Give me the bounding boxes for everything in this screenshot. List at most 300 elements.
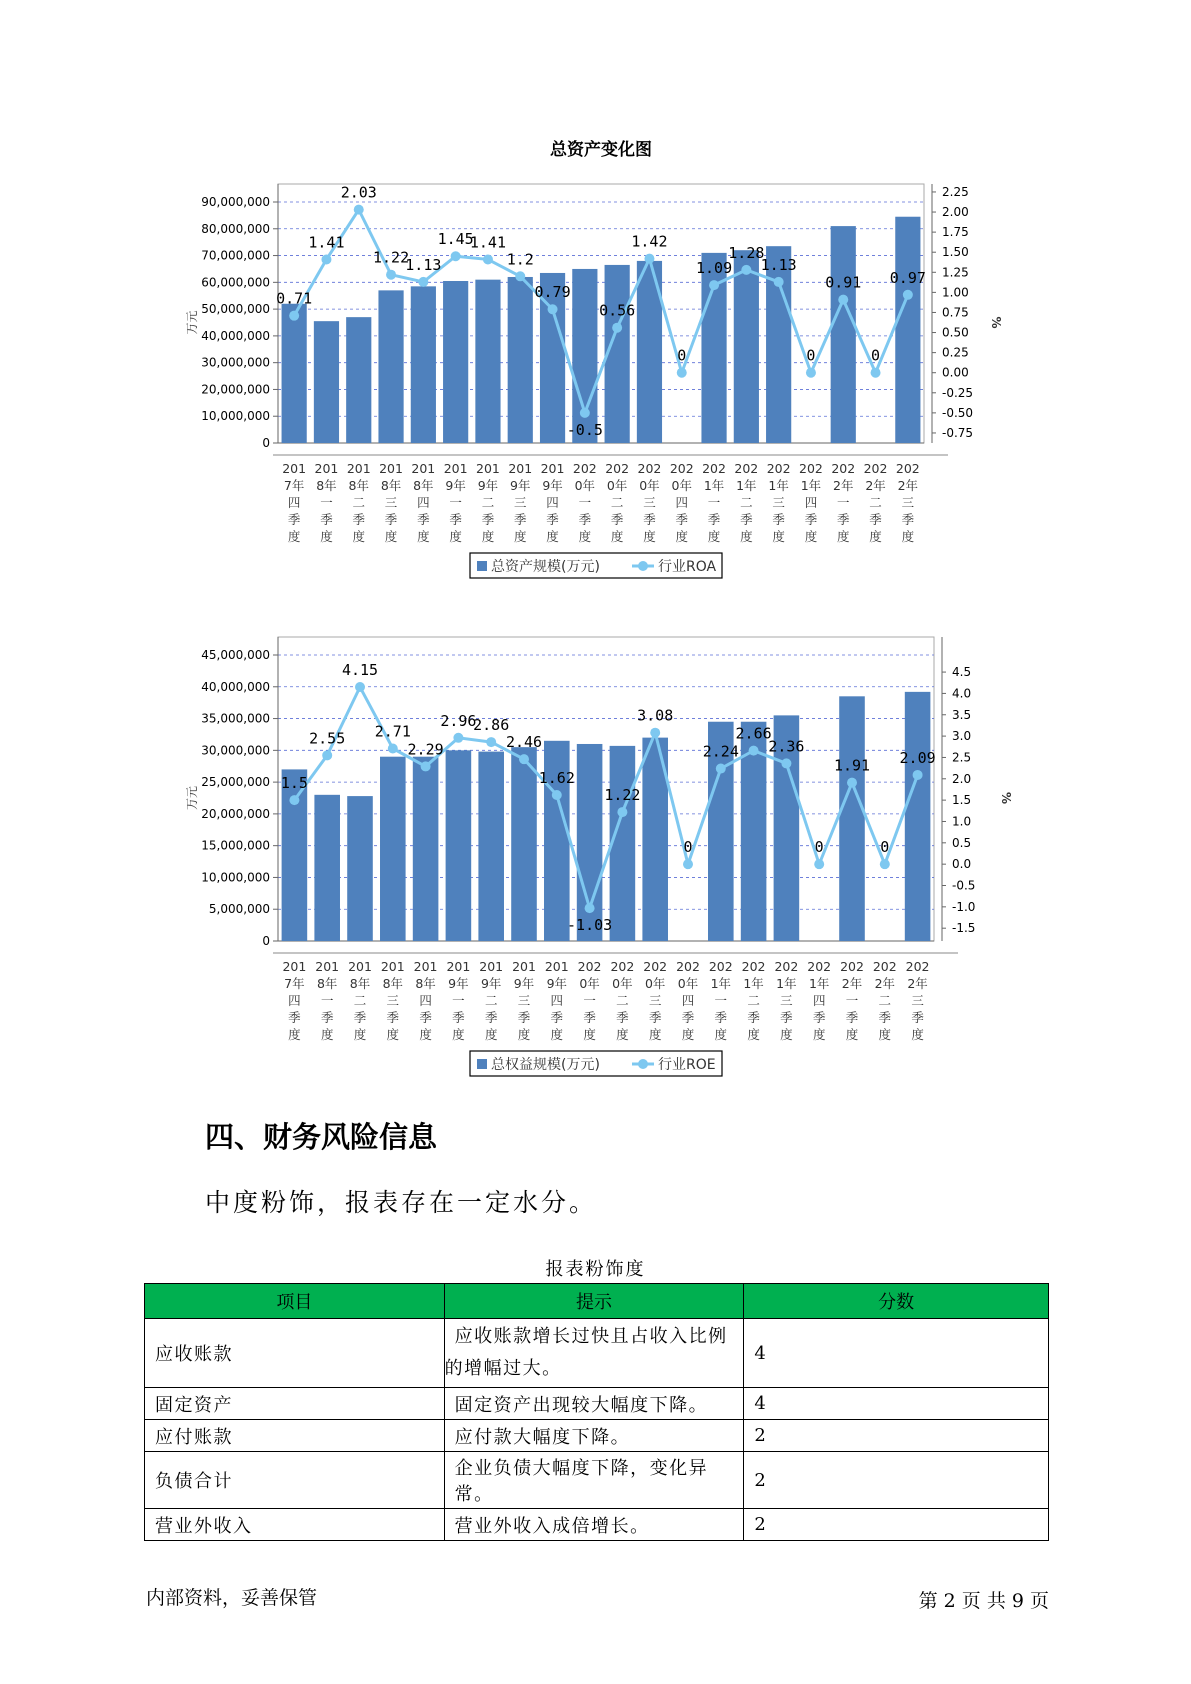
x-tick-label: 202	[872, 959, 897, 974]
x-tick-label: 201	[346, 461, 371, 476]
x-tick-label: 201	[411, 461, 436, 476]
x-tick-label: 三	[643, 495, 656, 510]
line-point	[806, 368, 816, 378]
bar	[610, 746, 636, 941]
row-tip	[444, 1319, 744, 1388]
x-tick-label: 二	[481, 495, 495, 510]
header-tip: 提示	[444, 1284, 744, 1319]
data-label: 2.03	[340, 183, 377, 202]
line-point	[650, 728, 660, 738]
x-tick-label: 四	[812, 993, 826, 1008]
x-tick-label: 季	[911, 1010, 924, 1025]
line-point	[749, 746, 759, 756]
legend-line-label: 行业ROA	[658, 559, 717, 575]
x-tick-label: 度	[911, 1027, 924, 1042]
bar	[766, 246, 791, 443]
x-tick-label: 季	[747, 1010, 760, 1025]
x-tick-label: 2年	[865, 478, 886, 493]
x-tick-label: 202	[669, 461, 694, 476]
data-label: 2.86	[473, 716, 510, 735]
x-tick-label: 三	[384, 495, 398, 510]
data-label: 1.22	[372, 248, 410, 267]
x-tick-label: 季	[714, 1010, 728, 1025]
x-tick-label: 201	[348, 959, 372, 974]
line-point	[644, 254, 654, 264]
line-point	[683, 859, 693, 869]
x-tick-label: 1年	[808, 976, 830, 991]
line-point	[289, 311, 299, 321]
x-tick-label: 度	[675, 529, 689, 544]
x-tick-label: 三	[772, 495, 785, 510]
right-tick-label: -0.5	[952, 878, 976, 893]
line-point	[355, 682, 365, 692]
legend-bar-swatch	[477, 1059, 487, 1069]
data-label: 2.66	[735, 724, 772, 743]
x-tick-label: 四	[546, 495, 559, 510]
bar	[346, 317, 371, 443]
x-tick-label: 9年	[513, 976, 535, 991]
x-tick-label: 季	[616, 1010, 629, 1025]
x-tick-label: 季	[513, 512, 527, 527]
x-tick-label: 度	[845, 1027, 859, 1042]
risk-summary: 中度粉饰，报表存在一定水分。	[205, 1188, 598, 1217]
right-tick-label: 2.00	[942, 205, 969, 220]
right-tick-label: -0.75	[942, 425, 974, 440]
data-label: 1.13	[760, 255, 797, 274]
x-tick-label: 季	[484, 1010, 498, 1025]
footer-page-number: 第 2 页 共 9 页	[918, 1590, 1049, 1612]
x-tick-label: 季	[812, 1010, 826, 1025]
left-tick-label: 25,000,000	[201, 775, 270, 790]
x-tick-label: 8年	[349, 976, 371, 991]
legend-line-label: 行业ROE	[658, 1057, 716, 1073]
line-point	[774, 277, 784, 287]
data-label: 2.09	[899, 748, 936, 767]
data-label: 1.62	[538, 769, 575, 788]
x-tick-label: 季	[386, 1010, 400, 1025]
data-label: -0.5	[566, 420, 603, 439]
left-axis-label: 万元	[185, 785, 199, 811]
x-tick-label: 度	[878, 1027, 892, 1042]
x-tick-label: 三	[911, 993, 924, 1008]
x-tick-label: 三	[513, 495, 527, 510]
row-score: 4	[744, 1319, 1049, 1388]
x-tick-label: 季	[901, 512, 915, 527]
data-label: 2.29	[407, 740, 444, 759]
bar	[411, 286, 436, 443]
row-item: 负债合计	[145, 1452, 445, 1509]
data-label: 0.56	[599, 301, 636, 320]
x-tick-label: 202	[676, 959, 700, 974]
x-tick-label: 季	[546, 512, 559, 527]
row-score: 2	[744, 1509, 1049, 1541]
line-point	[781, 758, 791, 768]
row-tip: 企业负债大幅度下降，变化异常。	[444, 1452, 744, 1509]
x-tick-label: 一	[714, 993, 728, 1008]
left-tick-label: 10,000,000	[201, 870, 270, 885]
x-tick-label: 季	[707, 512, 721, 527]
x-tick-label: 201	[476, 461, 500, 476]
x-tick-label: 季	[583, 1010, 596, 1025]
row-item: 应收账款	[145, 1319, 445, 1388]
data-label: 2.36	[768, 737, 805, 756]
x-tick-label: 度	[578, 529, 592, 544]
x-tick-label: 1年	[743, 976, 764, 991]
x-tick-label: 2年	[907, 976, 928, 991]
bar	[314, 321, 339, 443]
x-tick-label: 季	[288, 1010, 301, 1025]
x-tick-label: 度	[901, 529, 915, 544]
x-tick-label: 四	[417, 495, 430, 510]
x-tick-label: 季	[352, 512, 366, 527]
x-tick-label: 201	[479, 959, 504, 974]
x-tick-label: 三	[780, 993, 793, 1008]
x-tick-label: 202	[774, 959, 799, 974]
x-tick-label: 201	[512, 959, 536, 974]
row-score: 4	[744, 1388, 1049, 1420]
table-row	[145, 1388, 1049, 1420]
x-tick-label: 季	[384, 512, 398, 527]
data-label: 1.91	[833, 756, 871, 775]
right-tick-label: 0.00	[942, 365, 969, 380]
row-item: 营业外收入	[145, 1509, 445, 1541]
data-label: 1.45	[437, 230, 474, 249]
line-point	[612, 323, 622, 333]
legend-bar-label: 总权益规模(万元)	[491, 1057, 600, 1073]
right-tick-label: -1.5	[952, 921, 976, 936]
line-point	[486, 737, 496, 747]
x-tick-label: 9年	[445, 478, 466, 493]
right-axis-label: %	[999, 791, 1013, 805]
x-tick-label: 季	[481, 512, 495, 527]
line-point	[453, 733, 463, 743]
x-tick-label: 季	[772, 512, 785, 527]
x-tick-label: 202	[605, 461, 630, 476]
x-tick-label: 季	[845, 1010, 859, 1025]
x-tick-label: 2年	[897, 478, 919, 493]
x-tick-label: 度	[869, 529, 882, 544]
right-tick-label: -1.0	[952, 899, 976, 914]
right-tick-label: 1.0	[952, 814, 972, 829]
x-tick-label: 季	[578, 512, 592, 527]
data-label: 0	[683, 838, 693, 857]
x-tick-label: 1年	[710, 976, 732, 991]
row-tip: 应付款大幅度下降。	[444, 1420, 744, 1452]
bar	[511, 747, 537, 941]
x-tick-label: 季	[804, 512, 818, 527]
x-tick-label: 一	[449, 495, 462, 510]
x-tick-label: 1年	[703, 478, 725, 493]
x-tick-label: 度	[513, 529, 527, 544]
x-tick-label: 一	[583, 993, 596, 1008]
x-tick-label: 度	[352, 529, 366, 544]
x-tick-label: 度	[449, 529, 462, 544]
data-label: 2.96	[440, 711, 477, 730]
right-tick-label: -0.50	[942, 405, 974, 420]
bar	[378, 290, 403, 443]
right-tick-label: 0.75	[942, 305, 969, 320]
x-tick-label: 201	[379, 461, 403, 476]
x-tick-label: 四	[681, 993, 695, 1008]
left-tick-label: 45,000,000	[201, 648, 270, 662]
left-tick-label: 40,000,000	[201, 328, 270, 343]
x-tick-label: 度	[740, 529, 753, 544]
x-tick-label: 二	[878, 993, 892, 1008]
footer-confidential: 内部资料，妥善保管	[146, 1587, 318, 1609]
x-tick-label: 季	[643, 512, 656, 527]
data-label: -1.03	[567, 916, 613, 935]
x-tick-label: 2年	[833, 478, 854, 493]
right-tick-label: 2.0	[952, 771, 972, 786]
x-tick-label: 一	[578, 495, 592, 510]
left-tick-label: 5,000,000	[208, 902, 270, 917]
x-tick-label: 202	[572, 461, 597, 476]
x-tick-label: 季	[320, 512, 333, 527]
data-label: 0	[806, 346, 816, 365]
x-tick-label: 202	[766, 461, 791, 476]
x-tick-label: 8年	[316, 478, 337, 493]
x-tick-label: 201	[544, 959, 569, 974]
data-label: 0.97	[889, 268, 926, 287]
x-tick-label: 季	[287, 512, 301, 527]
right-tick-label: 3.5	[952, 707, 972, 722]
left-axis-label: 万元	[185, 310, 199, 335]
x-tick-label: 二	[610, 495, 624, 510]
bar	[282, 304, 307, 443]
line-point	[321, 254, 331, 264]
x-tick-label: 201	[413, 959, 438, 974]
x-tick-label: 201	[380, 959, 405, 974]
x-tick-label: 二	[740, 495, 753, 510]
bar	[380, 757, 406, 941]
header-score: 分数	[744, 1284, 1049, 1319]
x-tick-label: 度	[419, 1027, 432, 1042]
x-tick-label: 四	[419, 993, 432, 1008]
line-point	[880, 859, 890, 869]
bar	[734, 250, 759, 443]
right-tick-label: 1.25	[942, 265, 969, 280]
x-tick-label: 一	[836, 495, 850, 510]
left-tick-label: 60,000,000	[201, 275, 270, 290]
x-tick-label: 度	[804, 529, 818, 544]
line-point	[519, 754, 529, 764]
data-label: 1.28	[728, 243, 765, 262]
x-tick-label: 度	[780, 1027, 793, 1042]
line-point	[838, 295, 848, 305]
x-tick-label: 202	[741, 959, 766, 974]
data-label: 0.79	[534, 283, 571, 302]
x-tick-label: 季	[780, 1010, 793, 1025]
x-tick-label: 季	[419, 1010, 432, 1025]
x-tick-label: 二	[616, 993, 629, 1008]
bar	[475, 280, 500, 443]
x-tick-label: 二	[747, 993, 760, 1008]
x-tick-label: 2年	[841, 976, 863, 991]
bar	[413, 757, 439, 941]
left-tick-label: 80,000,000	[201, 221, 270, 236]
line-point	[421, 761, 431, 771]
line-point	[386, 270, 396, 280]
risk-table	[144, 1283, 1049, 1541]
x-tick-label: 季	[353, 1010, 367, 1025]
x-tick-label: 0年	[606, 478, 628, 493]
x-tick-label: 9年	[546, 976, 568, 991]
x-tick-label: 度	[812, 1027, 826, 1042]
left-tick-label: 50,000,000	[201, 302, 270, 317]
x-tick-label: 度	[384, 529, 398, 544]
data-label: 2.24	[702, 742, 739, 761]
x-tick-label: 季	[550, 1010, 564, 1025]
x-tick-label: 度	[836, 529, 850, 544]
data-label: 0.71	[276, 289, 313, 308]
x-tick-label: 度	[681, 1027, 695, 1042]
row-tip-line2: 的增幅过大。	[444, 1358, 562, 1379]
x-tick-label: 度	[648, 1027, 662, 1042]
x-tick-label: 202	[905, 959, 930, 974]
x-tick-label: 四	[287, 495, 301, 510]
x-tick-label: 三	[517, 993, 531, 1008]
row-score: 2	[744, 1452, 1049, 1509]
left-tick-label: 0	[262, 934, 270, 948]
line-point	[903, 290, 913, 300]
x-tick-label: 9年	[510, 478, 531, 493]
x-tick-label: 202	[863, 461, 888, 476]
line-point	[515, 271, 525, 281]
data-label: 2.71	[374, 722, 411, 741]
x-tick-label: 202	[895, 461, 920, 476]
right-axis-label: %	[989, 316, 1003, 329]
x-tick-label: 四	[675, 495, 689, 510]
left-tick-label: 30,000,000	[201, 743, 270, 758]
line-point	[552, 790, 562, 800]
x-tick-label: 四	[550, 993, 564, 1008]
right-tick-label: 1.50	[942, 245, 969, 260]
line-point	[617, 807, 627, 817]
x-tick-label: 7年	[284, 976, 305, 991]
right-tick-label: 1.75	[942, 225, 969, 240]
left-tick-label: 10,000,000	[201, 409, 270, 424]
line-point	[709, 280, 719, 290]
x-tick-label: 202	[702, 461, 726, 476]
x-tick-label: 一	[845, 993, 859, 1008]
x-tick-label: 度	[772, 529, 785, 544]
x-tick-label: 季	[610, 512, 624, 527]
data-label: 0	[814, 838, 824, 857]
x-tick-label: 201	[508, 461, 533, 476]
x-tick-label: 季	[452, 1010, 465, 1025]
table-row	[145, 1420, 1049, 1452]
table-caption: 报表粉饰度	[545, 1259, 646, 1280]
x-tick-label: 三	[648, 993, 662, 1008]
x-tick-label: 8年	[415, 976, 436, 991]
header-item: 项目	[145, 1284, 445, 1319]
x-tick-label: 202	[637, 461, 662, 476]
right-tick-label: 2.5	[952, 750, 972, 765]
data-label: 1.13	[405, 255, 442, 274]
x-tick-label: 202	[807, 959, 832, 974]
x-tick-label: 201	[314, 461, 339, 476]
x-tick-label: 季	[449, 512, 462, 527]
x-tick-label: 8年	[316, 976, 338, 991]
x-tick-label: 1年	[776, 976, 797, 991]
x-tick-label: 0年	[639, 478, 660, 493]
total-equity-chart	[0, 630, 1191, 1090]
row-tip-line1: 应收账款增长过快且占收入比例	[454, 1326, 728, 1347]
right-tick-label: 0.0	[952, 857, 972, 872]
x-tick-label: 一	[452, 993, 465, 1008]
x-tick-label: 0年	[677, 976, 699, 991]
x-tick-label: 度	[386, 1027, 400, 1042]
x-tick-label: 202	[708, 959, 733, 974]
bar	[446, 750, 472, 941]
line-point	[585, 903, 595, 913]
x-tick-label: 一	[320, 993, 334, 1008]
x-tick-label: 度	[747, 1027, 760, 1042]
line-point	[418, 277, 428, 287]
line-point	[483, 254, 493, 264]
data-label: 0	[871, 346, 881, 365]
x-tick-label: 季	[878, 1010, 892, 1025]
data-label: 4.15	[341, 661, 379, 680]
x-tick-label: 季	[417, 512, 430, 527]
x-tick-label: 201	[282, 461, 307, 476]
x-tick-label: 202	[799, 461, 823, 476]
x-tick-label: 三	[901, 495, 915, 510]
x-tick-label: 201	[315, 959, 340, 974]
x-tick-label: 季	[648, 1010, 662, 1025]
line-point	[871, 368, 881, 378]
data-label: 3.08	[637, 706, 674, 725]
table-header-row	[145, 1284, 1049, 1319]
bar	[905, 692, 931, 941]
x-tick-label: 度	[417, 529, 430, 544]
legend-bar-label: 总资产规模(万元)	[491, 559, 600, 575]
x-tick-label: 度	[546, 529, 559, 544]
chart-title: 总资产变化图	[550, 140, 652, 160]
x-tick-label: 9年	[542, 478, 563, 493]
x-tick-label: 201	[540, 461, 565, 476]
x-tick-label: 度	[287, 529, 301, 544]
line-point	[354, 205, 364, 215]
x-tick-label: 202	[643, 959, 668, 974]
bar	[478, 752, 504, 941]
data-label: 1.5	[280, 774, 308, 793]
row-tip: 营业外收入成倍增长。	[444, 1509, 744, 1541]
x-tick-label: 0年	[612, 976, 633, 991]
line-point	[814, 859, 824, 869]
line-point	[741, 265, 751, 275]
row-score: 2	[744, 1420, 1049, 1452]
section-title: 四、财务风险信息	[205, 1120, 438, 1154]
x-tick-label: 度	[517, 1027, 531, 1042]
x-tick-label: 二	[869, 495, 882, 510]
data-label: 1.22	[604, 786, 641, 805]
data-label: 0	[880, 838, 890, 857]
right-tick-label: 4.0	[952, 686, 972, 701]
x-tick-label: 度	[550, 1027, 564, 1042]
line-point	[847, 778, 857, 788]
line-point	[451, 251, 461, 261]
left-tick-label: 70,000,000	[201, 248, 270, 263]
x-tick-label: 季	[675, 512, 689, 527]
x-tick-label: 季	[836, 512, 850, 527]
left-tick-label: 40,000,000	[201, 679, 270, 694]
right-tick-label: 1.5	[952, 793, 972, 808]
line-point	[677, 368, 687, 378]
total-assets-chart	[0, 130, 1191, 590]
x-tick-label: 8年	[348, 478, 369, 493]
x-tick-label: 度	[452, 1027, 465, 1042]
